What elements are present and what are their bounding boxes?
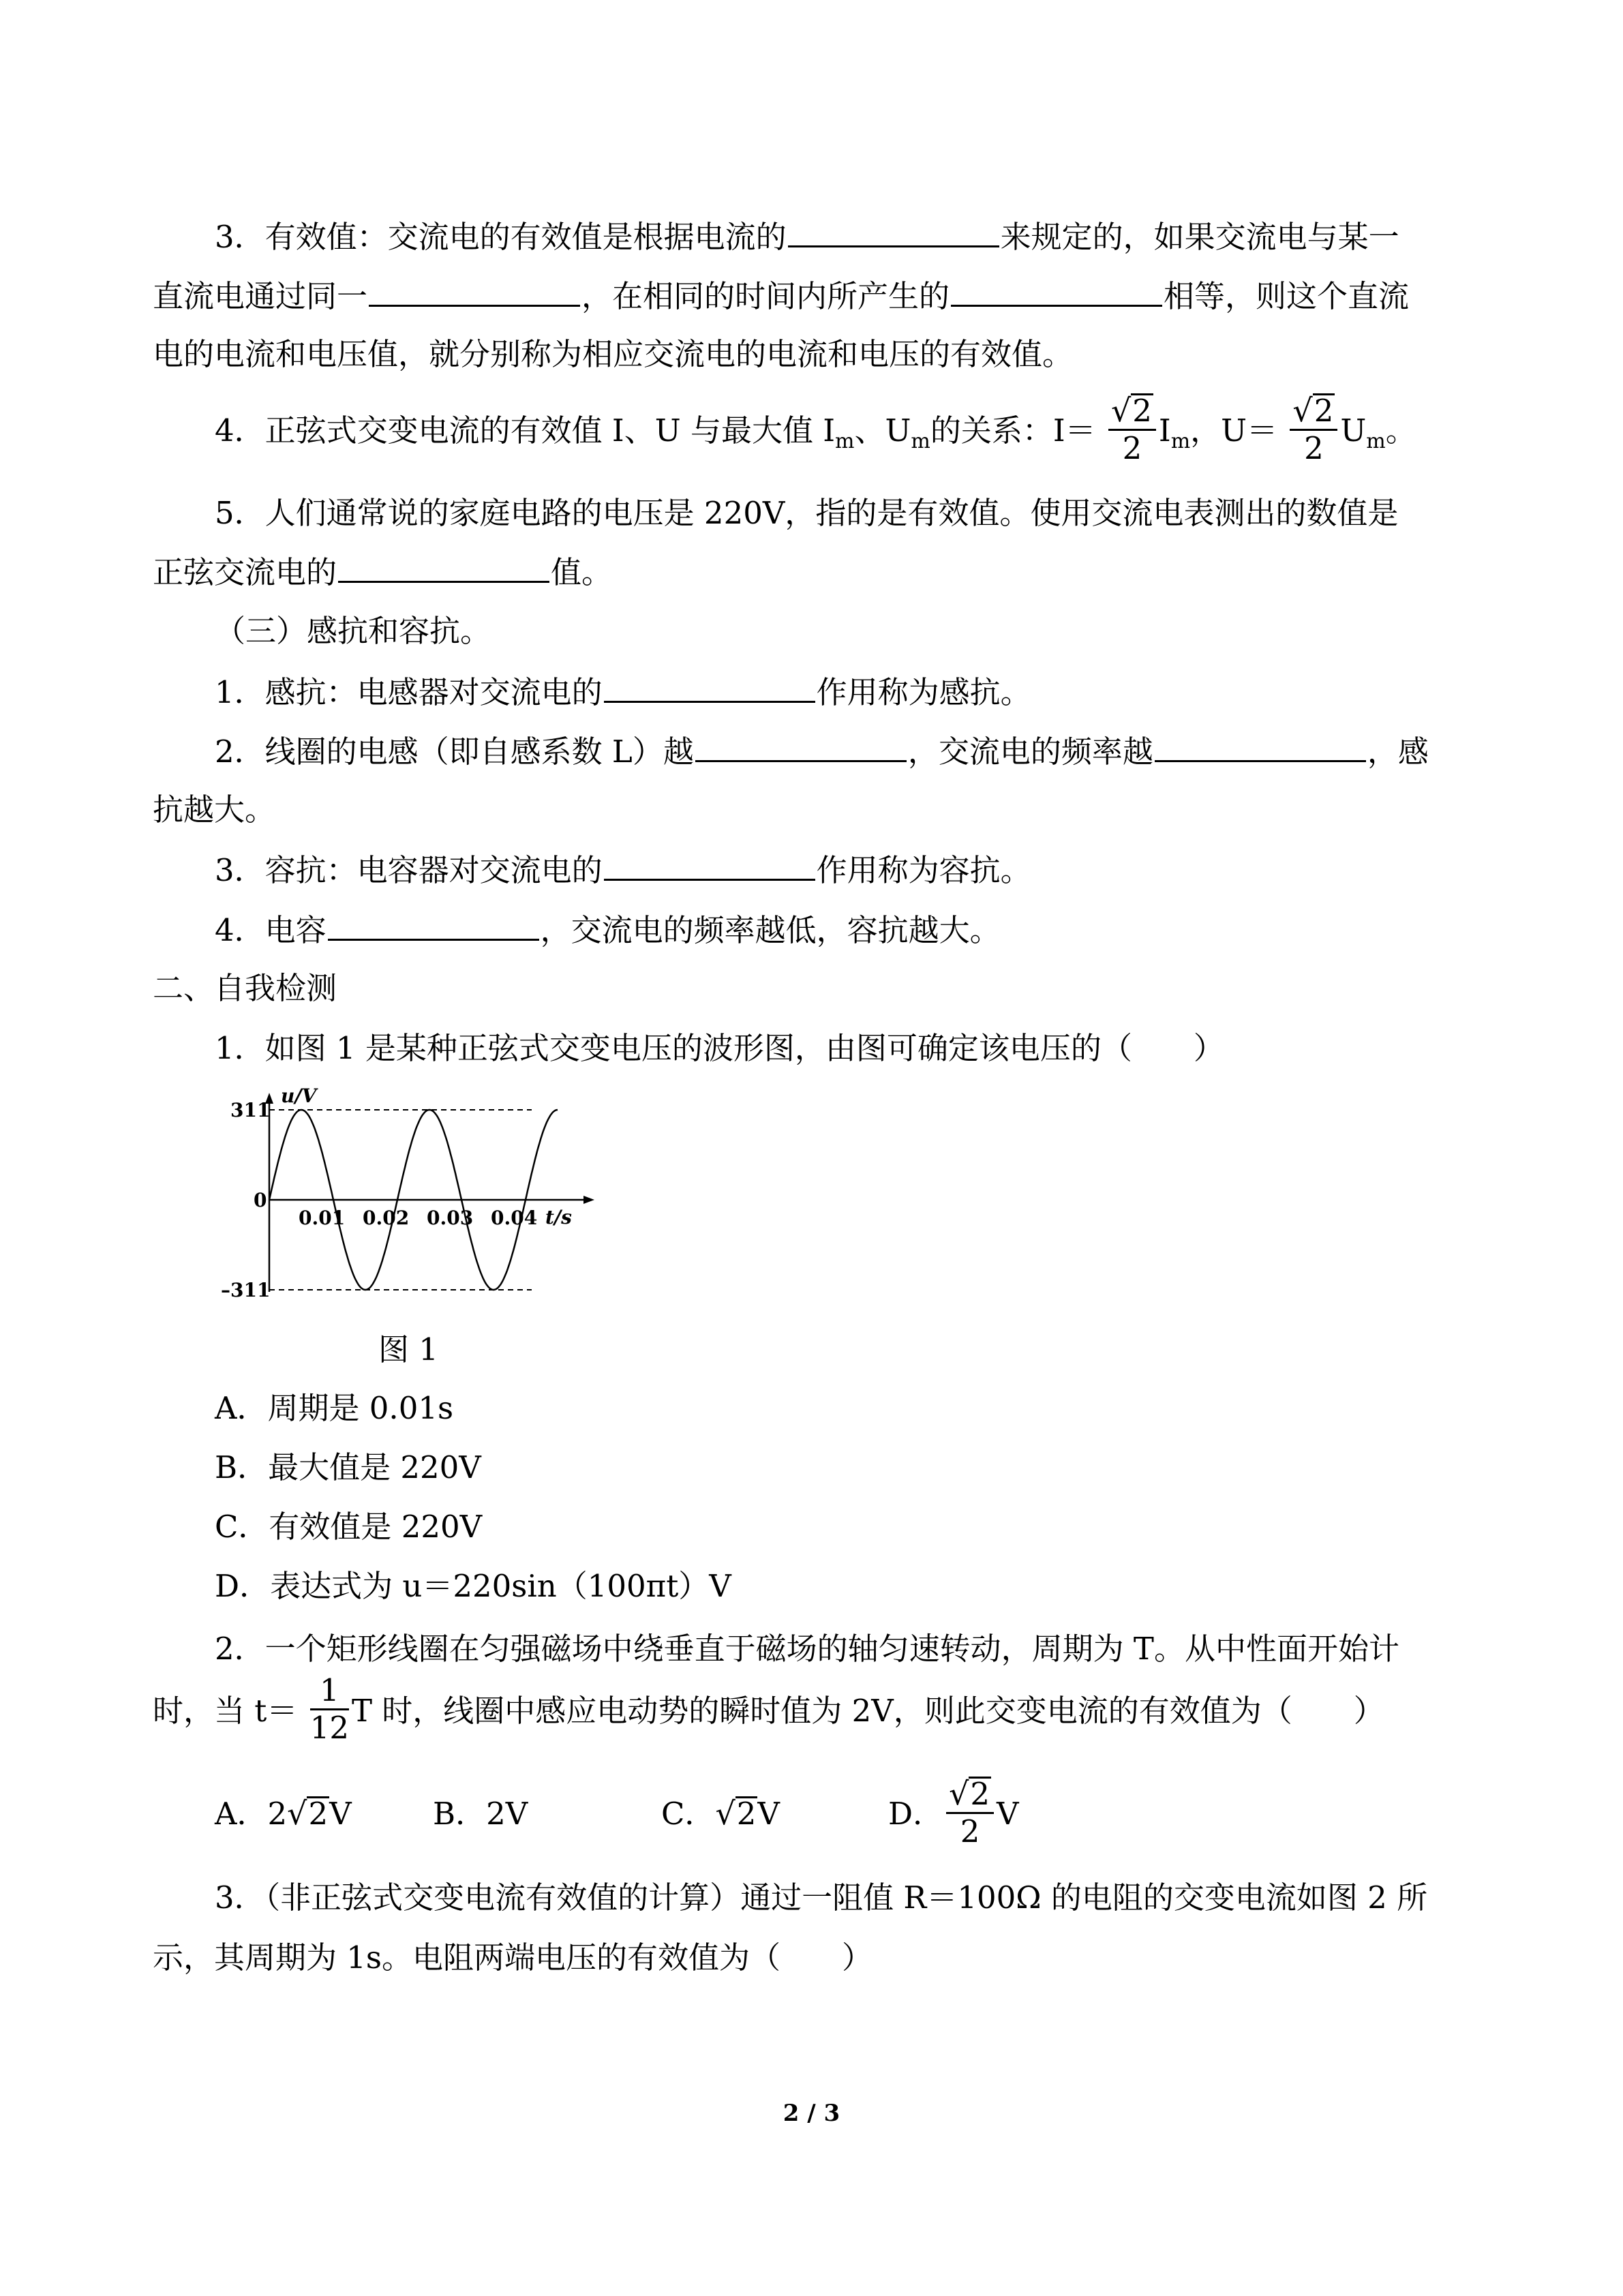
q2-option-c[interactable]: C．√2V — [661, 1776, 888, 1852]
reactance-item-1: 1．感抗：电感器对交流电的 作用称为感抗。 — [215, 671, 1031, 713]
x-tick-label: 0.02 — [363, 1207, 410, 1229]
para-5-line2: 正弦交流电的 值。 — [153, 551, 612, 593]
blank-field[interactable] — [788, 215, 999, 247]
q2-option-a[interactable]: A．2√2V — [215, 1776, 433, 1852]
para-3-line2: 直流电通过同一 ，在相同的时间内所产生的 相等，则这个直流 — [153, 275, 1409, 317]
x-tick-label: 0.04 — [491, 1207, 538, 1229]
blank-field[interactable] — [328, 909, 539, 941]
blank-field[interactable] — [695, 730, 907, 762]
reactance-item-2-line2: 抗越大。 — [153, 791, 276, 828]
question-2-line1: 2．一个矩形线圈在匀强磁场中绕垂直于磁场的轴匀速转动，周期为 T。从中性面开始计 — [215, 1631, 1399, 1667]
fraction-1-over-12: $\frac{1}{12}$ — [309, 1672, 349, 1746]
question-3-line2: 示，其周期为 1s。电阻两端电压的有效值为（ ） — [153, 1939, 873, 1976]
section-heading-reactance: （三）感抗和容抗。 — [215, 613, 491, 649]
q1-option-c[interactable]: C．有效值是 220V — [215, 1509, 483, 1545]
blank-field[interactable] — [338, 551, 549, 583]
figure-caption: 图 1 — [378, 1331, 438, 1368]
fraction-sqrt2-over-2: $\frac{√2}{2}$ — [946, 1776, 994, 1849]
waveform-figure — [218, 1087, 600, 1313]
fraction-sqrt2-over-2: $\frac{√2}{2}$ — [1108, 393, 1156, 466]
question-3-line1: 3．（非正弦式交变电流有效值的计算）通过一阻值 R＝100Ω 的电阻的交变电流如图 2 所 — [215, 1879, 1428, 1916]
q1-option-d[interactable]: D．表达式为 u＝220sin（100πt）V — [215, 1568, 731, 1604]
sqrt-symbol: √2 — [715, 1795, 757, 1832]
q2-options — [215, 1776, 1019, 1854]
sqrt-symbol: √2 — [1292, 391, 1334, 429]
para-5-line1: 5．人们通常说的家庭电路的电压是 220V，指的是有效值。使用交流电表测出的数值是 — [215, 495, 1399, 531]
page-number: 2 / 3 — [783, 2100, 840, 2127]
para-3-line3: 电的电流和电压值，就分别称为相应交流电的电流和电压的有效值。 — [153, 336, 1074, 372]
q1-option-b[interactable]: B．最大值是 220V — [215, 1449, 481, 1485]
reactance-item-2-line1: 2．线圈的电感（即自感系数 L）越 ，交流电的频率越 ，感 — [215, 730, 1429, 772]
q2-option-b[interactable]: B．2V — [433, 1796, 528, 1832]
question-1: 1．如图 1 是某种正弦式交变电压的波形图，由图可确定该电压的（ ） — [215, 1030, 1224, 1066]
y-axis-label: u/V — [281, 1087, 317, 1107]
para-3-line1: 3．有效值：交流电的有效值是根据电流的 来规定的，如果交流电与某一 — [215, 215, 1399, 258]
sqrt-symbol: √2 — [287, 1795, 329, 1832]
q1-option-a[interactable]: A．周期是 0.01s — [215, 1390, 454, 1426]
sqrt-symbol: √2 — [1110, 391, 1152, 429]
sqrt-symbol: √2 — [949, 1774, 990, 1812]
question-2-line2: 时，当 t＝ $\frac{1}{12}$ T 时，线圈中感应电动势的瞬时值为 2V，则此交变电流的有效值为（ ） — [153, 1672, 1384, 1746]
q2-option-d[interactable]: D． $\frac{√2}{2}$ V — [888, 1774, 1019, 1849]
para-4: 4．正弦式交变电流的有效值 I、U 与最大值 $I_m$、$U_m$的关系：I＝ $\frac{√2}{2}$ $I_m$，U＝ $\frac{√2}{2}$ $U_m$。 — [215, 391, 1416, 466]
blank-field[interactable] — [604, 671, 815, 703]
fraction-sqrt2-over-2: $\frac{√2}{2}$ — [1290, 393, 1337, 466]
y-max-label: 311 — [230, 1099, 271, 1121]
blank-field[interactable] — [951, 275, 1162, 307]
y-min-label: –311 — [221, 1279, 271, 1301]
sine-wave-chart — [218, 1087, 600, 1305]
section-heading-self-test: 二、自我检测 — [153, 970, 337, 1006]
reactance-item-3: 3．容抗：电容器对交流电的 作用称为容抗。 — [215, 849, 1031, 891]
x-axis-arrow-icon — [583, 1196, 594, 1204]
blank-field[interactable] — [604, 849, 815, 881]
origin-label: 0 — [254, 1189, 267, 1211]
blank-field[interactable] — [369, 275, 580, 307]
blank-field[interactable] — [1155, 730, 1366, 762]
x-tick-label: 0.01 — [299, 1207, 346, 1229]
x-axis-label: t/s — [545, 1206, 572, 1228]
reactance-item-4: 4．电容 ，交流电的频率越低，容抗越大。 — [215, 909, 1001, 951]
x-tick-label: 0.03 — [427, 1207, 474, 1229]
